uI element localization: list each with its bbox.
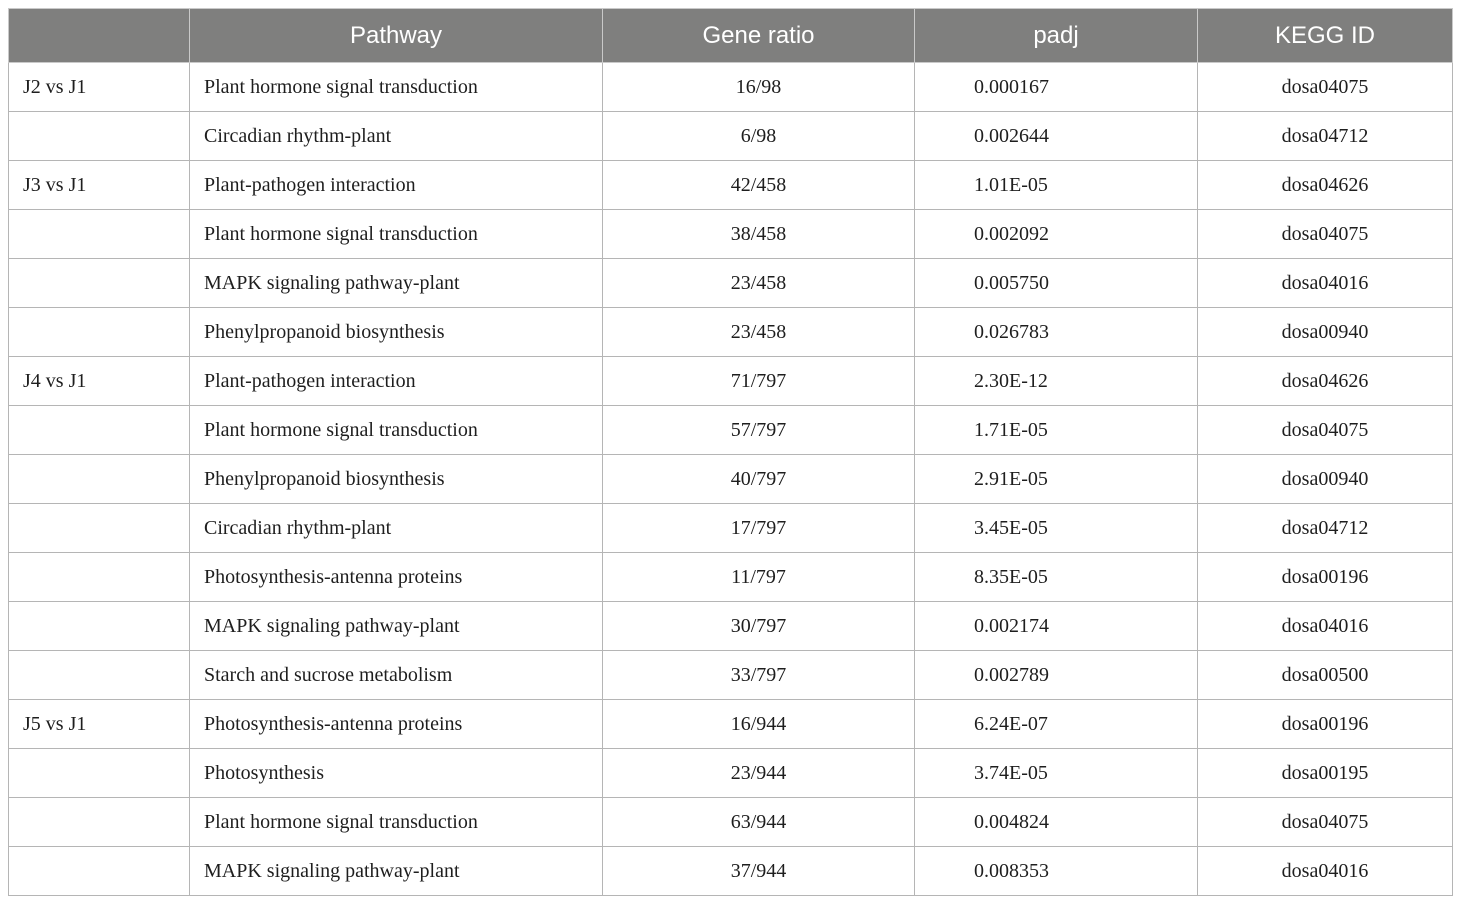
cell-pathway: MAPK signaling pathway-plant (190, 602, 603, 651)
table-header (9, 9, 1453, 63)
header-gene-ratio: Gene ratio (603, 9, 915, 63)
cell-comparison (9, 749, 190, 798)
cell-comparison (9, 651, 190, 700)
cell-kegg-id: dosa04075 (1198, 798, 1453, 847)
table-row (9, 847, 1453, 896)
table-row (9, 553, 1453, 602)
cell-padj: 0.002789 (915, 651, 1198, 700)
header-kegg-id: KEGG ID (1198, 9, 1453, 63)
cell-padj: 0.005750 (915, 259, 1198, 308)
table-row (9, 357, 1453, 406)
cell-gene-ratio: 17/797 (603, 504, 915, 553)
cell-comparison (9, 210, 190, 259)
cell-kegg-id: dosa00196 (1198, 553, 1453, 602)
cell-pathway: Photosynthesis (190, 749, 603, 798)
cell-padj: 0.008353 (915, 847, 1198, 896)
table-body (9, 63, 1453, 896)
cell-pathway: Circadian rhythm-plant (190, 504, 603, 553)
cell-padj: 0.004824 (915, 798, 1198, 847)
table-row (9, 210, 1453, 259)
cell-padj: 2.30E-12 (915, 357, 1198, 406)
cell-pathway: Plant hormone signal transduction (190, 798, 603, 847)
cell-pathway: Plant hormone signal transduction (190, 406, 603, 455)
header-comparison (9, 9, 190, 63)
cell-gene-ratio: 16/98 (603, 63, 915, 112)
cell-pathway: MAPK signaling pathway-plant (190, 847, 603, 896)
table-row (9, 308, 1453, 357)
cell-gene-ratio: 71/797 (603, 357, 915, 406)
cell-gene-ratio: 38/458 (603, 210, 915, 259)
cell-gene-ratio: 23/458 (603, 259, 915, 308)
cell-pathway: Photosynthesis-antenna proteins (190, 553, 603, 602)
cell-pathway: Plant hormone signal transduction (190, 210, 603, 259)
table-row (9, 602, 1453, 651)
cell-comparison: J3 vs J1 (9, 161, 190, 210)
cell-pathway: Plant-pathogen interaction (190, 161, 603, 210)
cell-kegg-id: dosa00195 (1198, 749, 1453, 798)
cell-padj: 6.24E-07 (915, 700, 1198, 749)
cell-pathway: Phenylpropanoid biosynthesis (190, 308, 603, 357)
cell-pathway: Circadian rhythm-plant (190, 112, 603, 161)
table-row (9, 651, 1453, 700)
cell-kegg-id: dosa00196 (1198, 700, 1453, 749)
table-row (9, 63, 1453, 112)
cell-padj: 0.002092 (915, 210, 1198, 259)
cell-comparison (9, 602, 190, 651)
cell-pathway: Photosynthesis-antenna proteins (190, 700, 603, 749)
cell-comparison (9, 455, 190, 504)
cell-gene-ratio: 30/797 (603, 602, 915, 651)
cell-padj: 0.002644 (915, 112, 1198, 161)
cell-kegg-id: dosa04712 (1198, 504, 1453, 553)
cell-kegg-id: dosa04626 (1198, 357, 1453, 406)
cell-comparison: J4 vs J1 (9, 357, 190, 406)
table-row (9, 455, 1453, 504)
cell-comparison (9, 504, 190, 553)
cell-kegg-id: dosa04016 (1198, 259, 1453, 308)
cell-gene-ratio: 23/944 (603, 749, 915, 798)
cell-padj: 0.026783 (915, 308, 1198, 357)
kegg-enrichment-table (8, 8, 1453, 896)
cell-padj: 3.74E-05 (915, 749, 1198, 798)
table-row (9, 504, 1453, 553)
cell-kegg-id: dosa00500 (1198, 651, 1453, 700)
cell-gene-ratio: 37/944 (603, 847, 915, 896)
cell-kegg-id: dosa04626 (1198, 161, 1453, 210)
cell-comparison: J5 vs J1 (9, 700, 190, 749)
cell-kegg-id: dosa00940 (1198, 308, 1453, 357)
cell-gene-ratio: 57/797 (603, 406, 915, 455)
cell-kegg-id: dosa04075 (1198, 210, 1453, 259)
cell-padj: 1.71E-05 (915, 406, 1198, 455)
cell-padj: 2.91E-05 (915, 455, 1198, 504)
cell-padj: 3.45E-05 (915, 504, 1198, 553)
cell-gene-ratio: 11/797 (603, 553, 915, 602)
cell-padj: 1.01E-05 (915, 161, 1198, 210)
cell-pathway: Phenylpropanoid biosynthesis (190, 455, 603, 504)
cell-comparison (9, 308, 190, 357)
table-row (9, 112, 1453, 161)
cell-pathway: MAPK signaling pathway-plant (190, 259, 603, 308)
cell-comparison (9, 259, 190, 308)
table-row (9, 259, 1453, 308)
cell-kegg-id: dosa04075 (1198, 406, 1453, 455)
header-pathway: Pathway (190, 9, 603, 63)
header-padj: padj (915, 9, 1198, 63)
cell-kegg-id: dosa04075 (1198, 63, 1453, 112)
cell-gene-ratio: 6/98 (603, 112, 915, 161)
cell-comparison (9, 406, 190, 455)
cell-gene-ratio: 23/458 (603, 308, 915, 357)
cell-padj: 8.35E-05 (915, 553, 1198, 602)
cell-pathway: Plant hormone signal transduction (190, 63, 603, 112)
cell-padj: 0.000167 (915, 63, 1198, 112)
cell-comparison (9, 112, 190, 161)
cell-comparison (9, 553, 190, 602)
cell-gene-ratio: 33/797 (603, 651, 915, 700)
cell-pathway: Plant-pathogen interaction (190, 357, 603, 406)
table-row (9, 700, 1453, 749)
cell-gene-ratio: 42/458 (603, 161, 915, 210)
cell-comparison (9, 847, 190, 896)
cell-kegg-id: dosa00940 (1198, 455, 1453, 504)
cell-kegg-id: dosa04016 (1198, 602, 1453, 651)
table-row (9, 798, 1453, 847)
cell-gene-ratio: 63/944 (603, 798, 915, 847)
cell-gene-ratio: 16/944 (603, 700, 915, 749)
cell-kegg-id: dosa04712 (1198, 112, 1453, 161)
table-row (9, 161, 1453, 210)
table-row (9, 749, 1453, 798)
table-row (9, 406, 1453, 455)
cell-kegg-id: dosa04016 (1198, 847, 1453, 896)
cell-pathway: Starch and sucrose metabolism (190, 651, 603, 700)
cell-gene-ratio: 40/797 (603, 455, 915, 504)
cell-comparison (9, 798, 190, 847)
cell-comparison: J2 vs J1 (9, 63, 190, 112)
header-row (9, 9, 1453, 63)
cell-padj: 0.002174 (915, 602, 1198, 651)
